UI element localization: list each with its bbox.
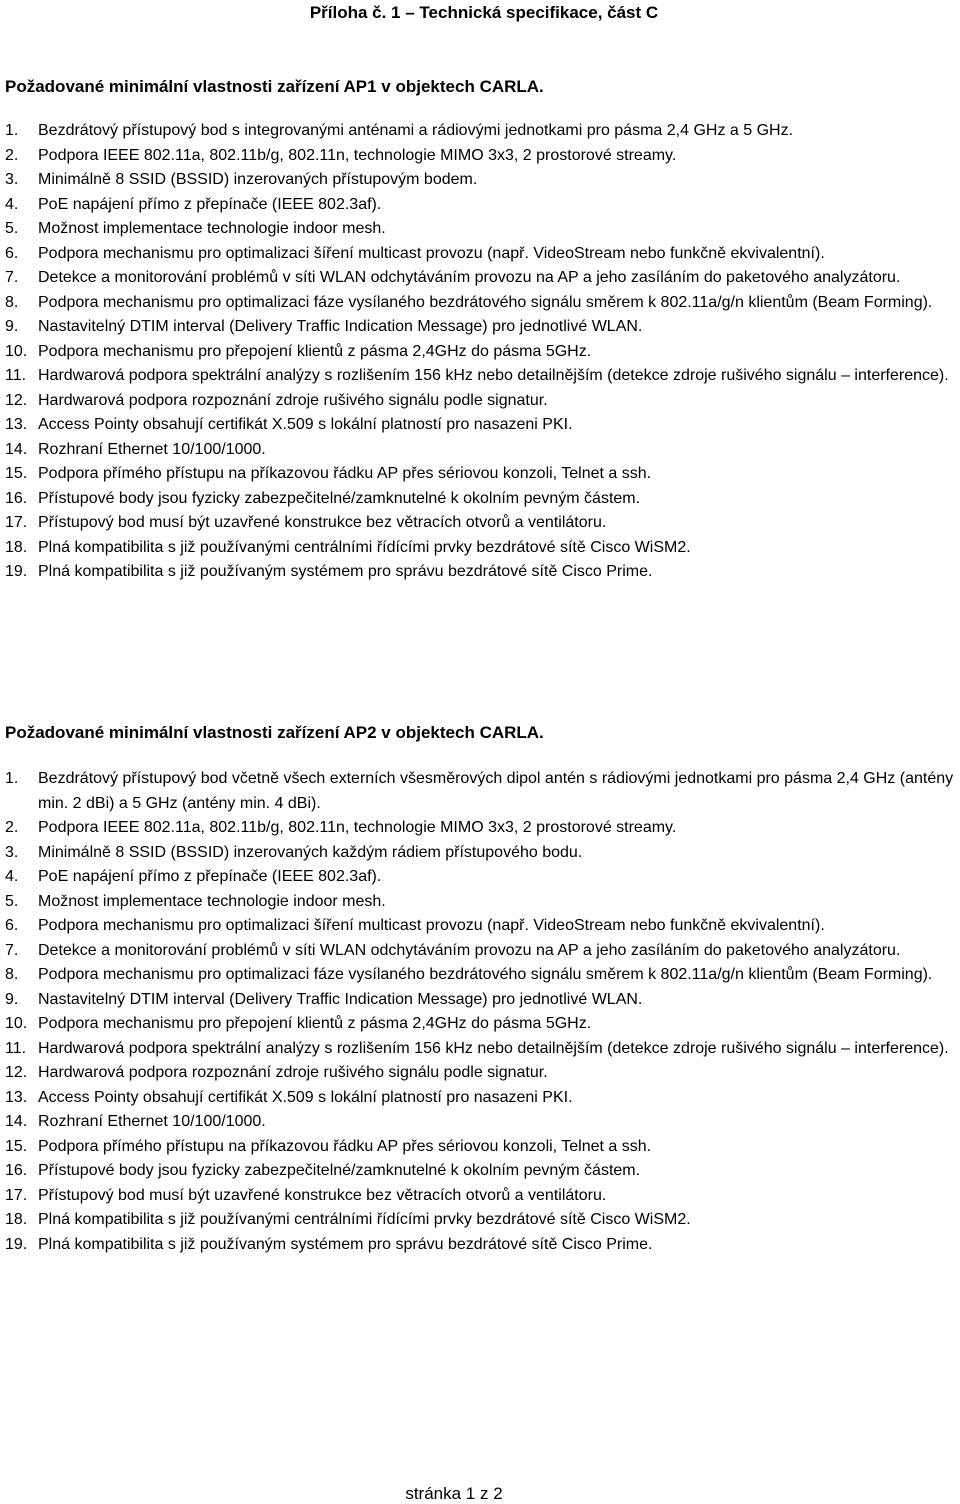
list-item-text: Nastavitelný DTIM interval (Delivery Traffic Indication Message) pro jednotlivé WLAN. — [38, 990, 643, 1008]
list-item — [0, 1159, 955, 1184]
list-item-number: 7. — [5, 269, 19, 286]
list-item-text: Hardwarová podpora rozpoznání zdroje rušivého signálu podle signatur. — [38, 1064, 548, 1081]
list-item-text: Podpora přímého přístupu na příkazovou řádku AP přes sériovou konzoli, Telnet a ssh. — [38, 465, 652, 482]
list-item — [0, 242, 955, 267]
list-item — [0, 291, 955, 316]
list-item-text: Hardwarová podpora spektrální analýzy s rozlišením 156 kHz nebo detailnějším (detekce zdroje rušivého signálu – interference). — [38, 367, 949, 384]
list-item — [0, 841, 955, 866]
list-item-text: PoE napájení přímo z přepínače (IEEE 802.3af). — [38, 195, 382, 213]
list-item-text: Hardwarová podpora spektrální analýzy s rozlišením 156 kHz nebo detailnějším (detekce zdroje rušivého signálu – interference). — [38, 1039, 949, 1057]
list-item-text: Přístupový bod musí být uzavřené konstrukce bez větracích otvorů a ventilátoru. — [38, 514, 607, 531]
list-item-number: 10. — [5, 1015, 28, 1032]
list-item-text: Bezdrátový přístupový bod včetně všech externích všesměrových dipol antén s rádiovými jednotkami pro pásma 2,4 GHz (antény min. 2 dBi) a 5 GHz (antény min. 4 dBi). — [38, 770, 954, 812]
list-item — [0, 816, 955, 841]
spec-list-ap2 — [0, 767, 955, 1257]
list-item — [0, 988, 955, 1013]
list-item — [0, 193, 955, 218]
list-item-number: 14. — [5, 440, 28, 458]
list-item — [0, 1184, 955, 1209]
list-item-text: Podpora mechanismu pro optimalizaci šíření multicast provozu (např. VideoStream nebo funkčně ekvivalentní). — [38, 244, 825, 262]
list-item — [0, 511, 955, 536]
list-item — [0, 1061, 955, 1086]
list-item — [0, 1208, 955, 1233]
list-item-text: Bezdrátový přístupový bod s integrovanými anténami a rádiovými jednotkami pro pásma 2,4 GHz a 5 GHz. — [38, 122, 794, 139]
list-item-number: 18. — [5, 1211, 28, 1228]
list-item-text: Možnost implementace technologie indoor mesh. — [38, 892, 386, 910]
list-item-number: 5. — [5, 892, 19, 910]
list-item-number: 16. — [5, 1162, 28, 1179]
list-item — [0, 963, 955, 988]
list-item — [0, 168, 955, 193]
list-item-text: Podpora IEEE 802.11a, 802.11b/g, 802.11n, technologie MIMO 3x3, 2 prostorové streamy. — [38, 819, 677, 836]
list-item-number: 3. — [5, 843, 19, 861]
list-item-text: Plná kompatibilita s již používanými centrálními řídícími prvky bezdrátové sítě Cisco WiSM2. — [38, 538, 691, 556]
list-item — [0, 364, 955, 389]
list-item — [0, 1135, 955, 1160]
list-item-number: 8. — [5, 293, 19, 311]
list-item-text: Podpora přímého přístupu na příkazovou řádku AP přes sériovou konzoli, Telnet a ssh. — [38, 1137, 652, 1155]
list-item — [0, 144, 955, 169]
list-item-number: 16. — [5, 489, 28, 507]
list-item — [0, 560, 955, 585]
list-item — [0, 119, 955, 144]
list-item-text: PoE napájení přímo z přepínače (IEEE 802.3af). — [38, 868, 382, 885]
list-item — [0, 1037, 955, 1062]
list-item-text: Podpora mechanismu pro přepojení klientů z pásma 2,4GHz do pásma 5GHz. — [38, 342, 592, 360]
list-item-number: 4. — [5, 868, 19, 885]
list-item — [0, 536, 955, 561]
list-item — [0, 340, 955, 365]
list-item-number: 13. — [5, 416, 28, 433]
list-item-text: Minimálně 8 SSID (BSSID) inzerovaných přístupovým bodem. — [38, 171, 478, 188]
list-item-text: Detekce a monitorování problémů v síti WLAN odchytáváním provozu na AP a jeho zasíláním do paketového analyzátoru. — [38, 269, 901, 286]
list-item — [0, 462, 955, 487]
list-item-number: 11. — [5, 367, 27, 384]
list-item-number: 9. — [5, 990, 19, 1008]
page-footer: stránka 1 z 2 — [405, 1484, 503, 1503]
list-item-number: 15. — [5, 1137, 28, 1155]
list-item-number: 17. — [5, 514, 28, 531]
list-item-number: 13. — [5, 1088, 28, 1106]
list-item-number: 19. — [5, 1235, 28, 1253]
list-item — [0, 1086, 955, 1111]
list-item — [0, 914, 955, 939]
list-item — [0, 438, 955, 463]
list-item-text: Podpora mechanismu pro optimalizaci fáze vysílaného bezdrátového signálu směrem k 802.11a/g/n klientům (Beam Forming). — [38, 293, 933, 311]
list-item-number: 5. — [5, 220, 19, 237]
list-item-text: Plná kompatibilita s již používanými centrálními řídícími prvky bezdrátové sítě Cisco WiSM2. — [38, 1211, 691, 1228]
list-item — [0, 413, 955, 438]
list-item-number: 18. — [5, 538, 28, 556]
list-item — [0, 389, 955, 414]
list-item — [0, 315, 955, 340]
list-item-text: Možnost implementace technologie indoor mesh. — [38, 220, 386, 237]
list-item-text: Rozhraní Ethernet 10/100/1000. — [38, 440, 266, 458]
list-item-text: Podpora mechanismu pro optimalizaci šíření multicast provozu (např. VideoStream nebo funkčně ekvivalentní). — [38, 917, 825, 934]
list-item-text: Plná kompatibilita s již používaným systémem pro správu bezdrátové sítě Cisco Prime. — [38, 563, 653, 580]
list-item-number: 12. — [5, 391, 28, 409]
list-item-number: 2. — [5, 146, 19, 164]
list-item-number: 9. — [5, 318, 19, 335]
list-item-text: Minimálně 8 SSID (BSSID) inzerovaných každým rádiem přístupového bodu. — [38, 843, 583, 861]
list-item-text: Rozhraní Ethernet 10/100/1000. — [38, 1113, 266, 1130]
list-item-number: 3. — [5, 171, 19, 188]
list-item-text: Přístupové body jsou fyzicky zabezpečitelné/zamknutelné k okolním pevným částem. — [38, 1162, 641, 1179]
list-item-text: Hardwarová podpora rozpoznání zdroje rušivého signálu podle signatur. — [38, 391, 548, 409]
list-item-number: 1. — [5, 122, 19, 139]
spec-list-ap1 — [0, 119, 955, 585]
list-item — [0, 767, 955, 816]
list-item-number: 11. — [5, 1039, 27, 1057]
list-item-number: 6. — [5, 244, 19, 262]
list-item — [0, 939, 955, 964]
list-item-number: 2. — [5, 819, 19, 836]
section-heading-ap1: Požadované minimální vlastnosti zařízení AP1 v objektech CARLA. — [5, 77, 544, 96]
list-item-text: Access Pointy obsahují certifikát X.509 s lokální platností pro nasazeni PKI. — [38, 416, 573, 433]
list-item-number: 8. — [5, 966, 19, 983]
list-item-number: 6. — [5, 917, 19, 934]
list-item-text: Nastavitelný DTIM interval (Delivery Traffic Indication Message) pro jednotlivé WLAN. — [38, 318, 643, 335]
list-item-text: Podpora IEEE 802.11a, 802.11b/g, 802.11n, technologie MIMO 3x3, 2 prostorové streamy. — [38, 146, 677, 164]
section-heading-ap2: Požadované minimální vlastnosti zařízení AP2 v objektech CARLA. — [5, 723, 544, 742]
list-item-text: Přístupové body jsou fyzicky zabezpečitelné/zamknutelné k okolním pevným částem. — [38, 489, 641, 507]
list-item — [0, 1012, 955, 1037]
list-item — [0, 865, 955, 890]
list-item — [0, 266, 955, 291]
list-item-number: 7. — [5, 941, 19, 959]
list-item-number: 1. — [5, 770, 19, 787]
list-item — [0, 1110, 955, 1135]
list-item — [0, 1233, 955, 1258]
list-item-number: 17. — [5, 1186, 28, 1204]
list-item-number: 19. — [5, 563, 28, 580]
list-item-number: 15. — [5, 465, 28, 482]
list-item — [0, 487, 955, 512]
list-item-text: Access Pointy obsahují certifikát X.509 s lokální platností pro nasazeni PKI. — [38, 1088, 573, 1106]
list-item-text: Přístupový bod musí být uzavřené konstrukce bez větracích otvorů a ventilátoru. — [38, 1186, 607, 1204]
list-item-number: 4. — [5, 195, 19, 213]
list-item-text: Podpora mechanismu pro optimalizaci fáze vysílaného bezdrátového signálu směrem k 802.11a/g/n klientům (Beam Forming). — [38, 966, 933, 983]
page-title: Příloha č. 1 – Technická specifikace, část C — [309, 3, 659, 22]
list-item-number: 10. — [5, 342, 28, 360]
list-item-text: Detekce a monitorování problémů v síti WLAN odchytáváním provozu na AP a jeho zasíláním do paketového analyzátoru. — [38, 941, 901, 959]
list-item — [0, 890, 955, 915]
list-item-number: 14. — [5, 1113, 28, 1130]
list-item-text: Plná kompatibilita s již používaným systémem pro správu bezdrátové sítě Cisco Prime. — [38, 1235, 653, 1253]
list-item-number: 12. — [5, 1064, 28, 1081]
list-item — [0, 217, 955, 242]
list-item-text: Podpora mechanismu pro přepojení klientů z pásma 2,4GHz do pásma 5GHz. — [38, 1015, 592, 1032]
